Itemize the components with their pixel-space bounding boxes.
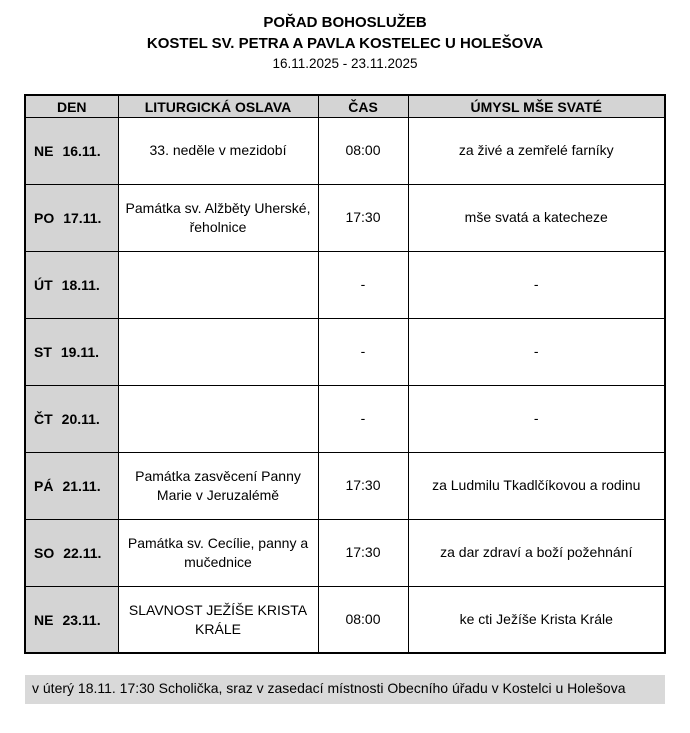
day-cell <box>25 385 118 452</box>
celebration-cell <box>118 251 318 318</box>
day-cell <box>25 519 118 586</box>
intention-cell: za dar zdraví a boží požehnání <box>408 519 665 586</box>
day-cell <box>25 184 118 251</box>
intention-cell: - <box>408 318 665 385</box>
footer-note: v úterý 18.11. 17:30 Scholička, sraz v zasedací místnosti Obecního úřadu v Kostelci u Holešova <box>25 675 665 703</box>
day-abbr: ST <box>34 343 52 360</box>
time-cell: 08:00 <box>318 586 408 653</box>
day-date: 17.11. <box>63 209 102 226</box>
time-cell: - <box>318 318 408 385</box>
time-cell: 17:30 <box>318 519 408 586</box>
time-cell: - <box>318 251 408 318</box>
day-cell <box>25 251 118 318</box>
time-cell: - <box>318 385 408 452</box>
table-row <box>25 318 665 385</box>
header-intention: ÚMYSL MŠE SVATÉ <box>408 95 665 117</box>
document-header <box>0 0 690 74</box>
header-celebration: LITURGICKÁ OSLAVA <box>118 95 318 117</box>
day-abbr: NE <box>34 142 54 159</box>
day-date: 19.11. <box>60 343 100 360</box>
table-header-row <box>25 95 665 117</box>
celebration-cell <box>118 385 318 452</box>
page-title: POŘAD BOHOSLUŽEB <box>263 14 427 31</box>
celebration-cell: SLAVNOST JEŽÍŠE KRISTA KRÁLE <box>118 586 318 653</box>
page-subtitle: KOSTEL SV. PETRA A PAVLA KOSTELEC U HOLEŠOVA <box>146 35 544 52</box>
day-abbr: PO <box>34 209 55 226</box>
table-row <box>25 385 665 452</box>
day-date: 20.11. <box>61 410 100 427</box>
day-date: 23.11. <box>62 611 101 628</box>
day-date: 18.11. <box>61 276 100 293</box>
time-cell: 08:00 <box>318 117 408 184</box>
celebration-cell: Památka sv. Alžběty Uherské, řeholnice <box>118 184 318 251</box>
table-row <box>25 184 665 251</box>
day-abbr: PÁ <box>34 477 54 494</box>
table-row <box>25 519 665 586</box>
header-day: DEN <box>25 95 118 117</box>
table-row <box>25 251 665 318</box>
time-cell: 17:30 <box>318 184 408 251</box>
day-abbr: SO <box>34 544 55 561</box>
intention-cell: za Ludmilu Tkadlčíkovou a rodinu <box>408 452 665 519</box>
intention-cell: mše svatá a katecheze <box>408 184 665 251</box>
table-row <box>25 452 665 519</box>
celebration-cell: Památka zasvěcení Panny Marie v Jeruzalémě <box>118 452 318 519</box>
celebration-cell <box>118 318 318 385</box>
day-date: 22.11. <box>63 544 102 561</box>
day-cell <box>25 452 118 519</box>
celebration-cell: 33. neděle v mezidobí <box>118 117 318 184</box>
day-abbr: ČT <box>34 410 53 427</box>
date-range: 16.11.2025 - 23.11.2025 <box>272 56 418 71</box>
header-time: ČAS <box>318 95 408 117</box>
intention-cell: - <box>408 385 665 452</box>
day-cell <box>25 117 118 184</box>
day-cell <box>25 586 118 653</box>
intention-cell: ke cti Ježíše Krista Krále <box>408 586 665 653</box>
day-cell <box>25 318 118 385</box>
table-row <box>25 586 665 653</box>
table-row <box>25 117 665 184</box>
celebration-cell: Památka sv. Cecílie, panny a mučednice <box>118 519 318 586</box>
day-abbr: ÚT <box>34 276 53 293</box>
day-abbr: NE <box>34 611 54 628</box>
time-cell: 17:30 <box>318 452 408 519</box>
schedule-table <box>24 94 666 654</box>
day-date: 16.11. <box>62 142 101 159</box>
day-date: 21.11. <box>62 477 101 494</box>
intention-cell: - <box>408 251 665 318</box>
intention-cell: za živé a zemřelé farníky <box>408 117 665 184</box>
